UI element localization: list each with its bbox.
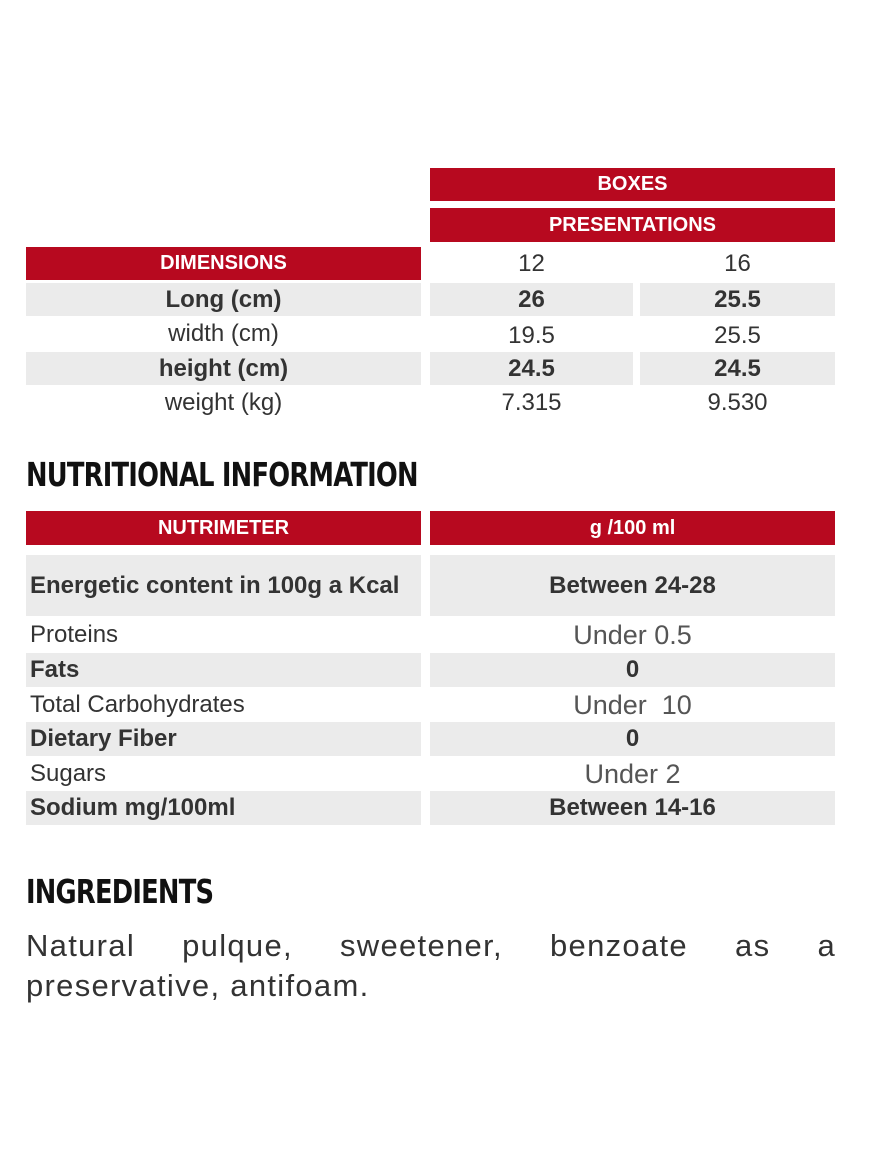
nutrient-value-fiber: 0 bbox=[430, 722, 835, 756]
nutrient-value-sodium: Between 14-16 bbox=[430, 791, 835, 825]
presentation-12: 12 bbox=[518, 249, 545, 277]
nutrient-label-carbohydrates: Total Carbohydrates bbox=[30, 691, 245, 718]
nutrimeter-header: NUTRIMETER bbox=[26, 511, 421, 545]
nutrient-value-proteins: Under 0.5 bbox=[573, 619, 692, 650]
dimension-label-long: Long (cm) bbox=[26, 283, 421, 316]
dimension-label-width: width (cm) bbox=[168, 319, 279, 347]
nutrition-heading: NUTRITIONAL INFORMATION bbox=[26, 455, 418, 494]
dimension-value: 24.5 bbox=[430, 352, 633, 385]
dimension-value: 9.530 bbox=[707, 388, 768, 416]
nutrient-value-fats: 0 bbox=[430, 653, 835, 687]
ingredients-heading: INGREDIENTS bbox=[26, 872, 214, 911]
nutrient-value-carbohydrates: Under 10 bbox=[573, 689, 692, 720]
nutrient-label-proteins: Proteins bbox=[30, 621, 119, 648]
dimension-value: 7.315 bbox=[501, 388, 562, 416]
nutrient-label-fiber: Dietary Fiber bbox=[26, 722, 421, 756]
nutrient-label-sugars: Sugars bbox=[30, 760, 107, 787]
dimension-value: 19.5 bbox=[508, 321, 555, 349]
dimension-label-height: height (cm) bbox=[26, 352, 421, 385]
boxes-header: BOXES bbox=[430, 168, 835, 201]
presentation-16: 16 bbox=[724, 249, 751, 277]
dimension-value: 25.5 bbox=[714, 321, 761, 349]
nutrient-label-sodium: Sodium mg/100ml bbox=[26, 791, 421, 825]
nutrient-label-fats: Fats bbox=[26, 653, 421, 687]
dimensions-header: DIMENSIONS bbox=[26, 247, 421, 280]
nutrient-value-energy: Between 24-28 bbox=[430, 555, 835, 616]
dimension-value: 25.5 bbox=[640, 283, 835, 316]
dimension-label-weight: weight (kg) bbox=[164, 388, 283, 416]
unit-header: g /100 ml bbox=[430, 511, 835, 545]
dimension-value: 24.5 bbox=[640, 352, 835, 385]
presentations-header: PRESENTATIONS bbox=[430, 208, 835, 242]
ingredients-text: Natural pulque, sweetener, benzoate as a preservative, antifoam. bbox=[26, 928, 836, 1003]
nutrient-label-energy: Energetic content in 100g a Kcal bbox=[26, 555, 421, 616]
dimension-value: 26 bbox=[430, 283, 633, 316]
nutrient-value-sugars: Under 2 bbox=[584, 758, 681, 789]
